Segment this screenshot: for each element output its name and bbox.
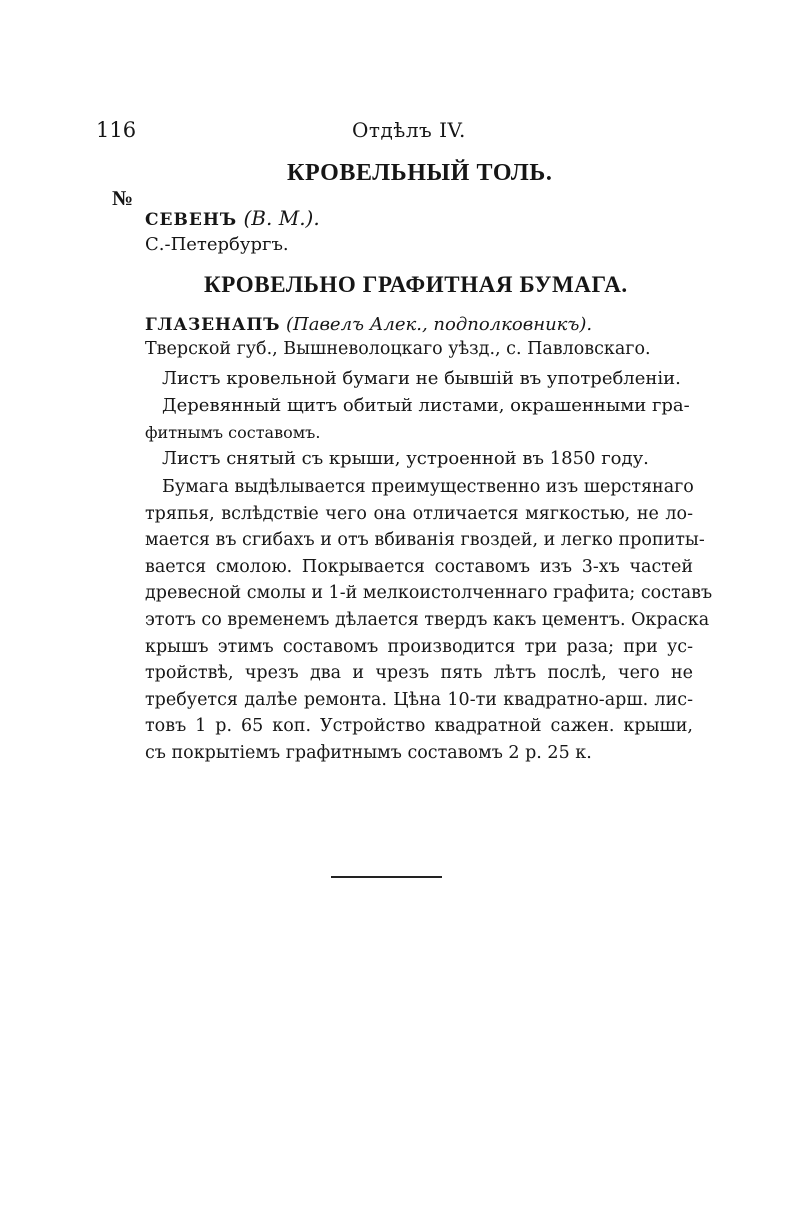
paragraph-line: Бумага выдѣлывается преимущественно изъ шерстянаго	[162, 477, 694, 497]
running-head: Отдѣлъ IV.	[352, 118, 466, 142]
description-paragraph	[145, 474, 713, 767]
exhibitor-details: (В. М.).	[243, 206, 320, 230]
paragraph-line: съ покрытiемъ графитнымъ составомъ 2 р. 25 к.	[145, 742, 592, 763]
exhibitor-name: ГЛАЗЕНАПЪ	[145, 315, 281, 335]
paragraph-line: крышъ этимъ составомъ производится три раза; при ус-	[145, 636, 693, 657]
number-sign: №	[112, 186, 134, 210]
paragraph-line: этотъ со временемъ дѣлается твердъ какъ цементъ. Окраска	[145, 609, 710, 630]
exhibitor-location: Тверской губ., Вышневолоцкаго уѣзд., с. Павловскаго.	[145, 339, 651, 359]
exhibit-item: Листъ снятый съ крыши, устроенной въ 1850 году.	[162, 448, 649, 469]
exhibitor-location: С.-Петербургъ.	[145, 234, 289, 255]
end-rule-divider	[331, 876, 442, 878]
paragraph-line: мается въ сгибахъ и отъ вбиванiя гвоздей, и легко пропиты-	[145, 530, 705, 551]
exhibitor-details: (Павелъ Алек., подполковникъ).	[286, 314, 593, 335]
exhibitor-name: СЕВЕНЪ	[145, 210, 238, 230]
paragraph-line: товъ 1 р. 65 коп. Устройство квадратной сажен. крыши,	[145, 716, 693, 737]
section-heading-roofing-felt: КРОВЕЛЬНЫЙ ТОЛЬ.	[287, 160, 553, 186]
paragraph-line: требуется далѣе ремонта. Цѣна 10-ти квадратно-арш. лис-	[145, 689, 693, 710]
paragraph-line: тряпья, вслѣдствiе чего она отличается мягкостью, не ло-	[145, 503, 693, 524]
paragraph-line: вается смолою. Покрывается составомъ изъ 3-хъ частей	[145, 556, 693, 577]
paragraph-line: тройствѣ, чрезъ два и чрезъ пять лѣтъ послѣ, чего не	[145, 663, 693, 684]
exhibit-item: Деревянный щитъ обитый листами, окрашенными гра-	[162, 395, 690, 416]
exhibitor-line	[145, 314, 592, 335]
section-heading-graphite-paper: КРОВЕЛЬНО ГРАФИТНАЯ БУМАГА.	[204, 272, 628, 297]
paragraph-line: древесной смолы и 1-й мелкоистолченнаго графита; составъ	[145, 583, 713, 604]
page-number: 116	[96, 118, 137, 142]
exhibitor-line	[145, 206, 320, 230]
exhibit-item: Листъ кровельной бумаги не бывшiй въ употребленiи.	[162, 368, 681, 389]
exhibit-item-continuation: фитнымъ составомъ.	[145, 423, 321, 442]
